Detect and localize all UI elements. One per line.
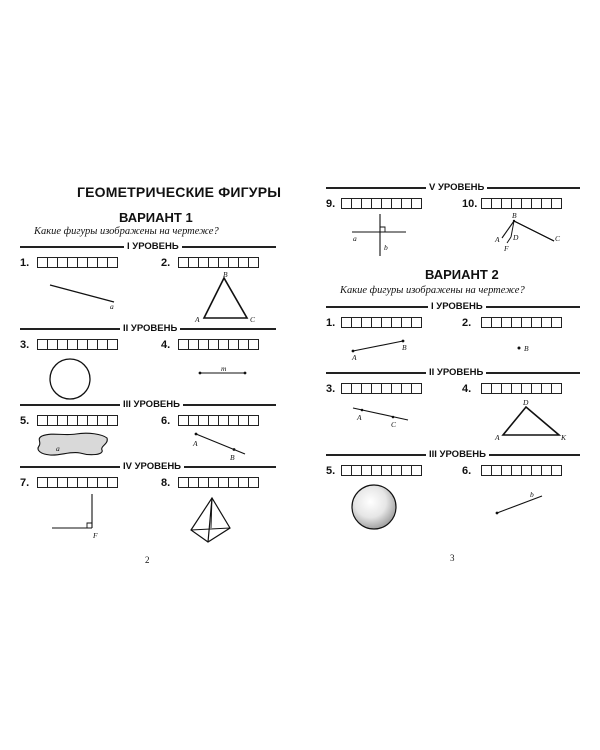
variant-heading: ВАРИАНТ 2 bbox=[425, 267, 499, 282]
answer-cells[interactable] bbox=[37, 257, 117, 268]
label-B: B bbox=[524, 344, 529, 353]
level-header: I УРОВЕНЬ bbox=[326, 302, 580, 312]
answer-cells[interactable] bbox=[178, 415, 258, 426]
answer-cell[interactable] bbox=[248, 415, 259, 426]
task-number: 1. bbox=[326, 317, 336, 329]
task-number: 1. bbox=[20, 257, 30, 269]
label-b: b bbox=[384, 243, 388, 252]
answer-cells[interactable] bbox=[341, 465, 421, 476]
label-C: C bbox=[391, 420, 397, 429]
answer-cell[interactable] bbox=[107, 339, 118, 350]
level-header: III УРОВЕНЬ bbox=[326, 450, 580, 460]
figure-line bbox=[348, 402, 418, 437]
answer-cells[interactable] bbox=[341, 317, 421, 328]
answer-cell[interactable] bbox=[107, 257, 118, 268]
answer-cell[interactable] bbox=[411, 198, 422, 209]
answer-cell[interactable] bbox=[107, 477, 118, 488]
figure-pyramid bbox=[185, 492, 245, 552]
answer-cell[interactable] bbox=[551, 465, 562, 476]
figure-angle bbox=[48, 492, 108, 542]
level-header: I УРОВЕНЬ bbox=[20, 242, 276, 252]
task-number: 4. bbox=[161, 339, 171, 351]
figure-triangle bbox=[190, 272, 280, 322]
label-A: A bbox=[193, 439, 198, 448]
answer-cell[interactable] bbox=[248, 339, 259, 350]
label-m: m bbox=[221, 364, 227, 373]
level-header: II УРОВЕНЬ bbox=[326, 368, 580, 378]
question-text: Какие фигуры изображены на чертеже? bbox=[34, 226, 219, 237]
label-a: a bbox=[353, 234, 357, 243]
label-a: a bbox=[56, 444, 60, 453]
level-header: III УРОВЕНЬ bbox=[20, 400, 276, 410]
level-header: II УРОВЕНЬ bbox=[20, 324, 276, 334]
answer-cell[interactable] bbox=[107, 415, 118, 426]
answer-cell[interactable] bbox=[551, 383, 562, 394]
answer-cell[interactable] bbox=[248, 257, 259, 268]
label-A: A bbox=[195, 315, 200, 324]
label-F: F bbox=[504, 244, 509, 253]
level-header: IV УРОВЕНЬ bbox=[20, 462, 276, 472]
question-text: Какие фигуры изображены на чертеже? bbox=[340, 285, 525, 296]
figure-line bbox=[48, 282, 148, 312]
task-number: 4. bbox=[462, 383, 472, 395]
answer-cells[interactable] bbox=[481, 317, 561, 328]
answer-cells[interactable] bbox=[341, 198, 421, 209]
figure-segment bbox=[348, 335, 418, 365]
answer-cells[interactable] bbox=[481, 383, 561, 394]
answer-cells[interactable] bbox=[481, 465, 561, 476]
figure-perpendicular bbox=[350, 212, 410, 262]
label-B: B bbox=[402, 343, 407, 352]
answer-cell[interactable] bbox=[551, 317, 562, 328]
label-F: F bbox=[93, 531, 98, 540]
task-number: 3. bbox=[20, 339, 30, 351]
task-number: 2. bbox=[462, 317, 472, 329]
label-B: B bbox=[512, 211, 517, 220]
task-number: 9. bbox=[326, 198, 336, 210]
answer-cell[interactable] bbox=[248, 477, 259, 488]
label-K: K bbox=[561, 433, 567, 442]
figure-segment bbox=[198, 363, 258, 383]
task-number: 3. bbox=[326, 383, 336, 395]
task-number: 2. bbox=[161, 257, 171, 269]
label-B: B bbox=[223, 270, 228, 279]
answer-cells[interactable] bbox=[37, 339, 117, 350]
page-number: 3 bbox=[450, 553, 455, 563]
task-number: 8. bbox=[161, 477, 171, 489]
task-number: 10. bbox=[462, 198, 478, 210]
answer-cells[interactable] bbox=[178, 257, 258, 268]
label-a: a bbox=[110, 302, 114, 311]
figure-angles bbox=[490, 210, 570, 260]
task-number: 6. bbox=[161, 415, 171, 427]
task-number: 5. bbox=[326, 465, 336, 477]
figure-point bbox=[515, 340, 545, 360]
answer-cell[interactable] bbox=[411, 465, 422, 476]
task-number: 6. bbox=[462, 465, 472, 477]
answer-cells[interactable] bbox=[341, 383, 421, 394]
label-A: A bbox=[495, 235, 500, 244]
answer-cells[interactable] bbox=[178, 477, 258, 488]
task-number: 7. bbox=[20, 477, 30, 489]
label-B: B bbox=[230, 453, 235, 462]
figure-region bbox=[34, 430, 114, 460]
figure-triangle bbox=[493, 398, 583, 443]
level-header: V УРОВЕНЬ bbox=[326, 183, 580, 193]
label-D: D bbox=[513, 233, 519, 242]
label-A: A bbox=[357, 413, 362, 422]
answer-cell[interactable] bbox=[411, 317, 422, 328]
figure-ray bbox=[492, 492, 552, 522]
task-number: 5. bbox=[20, 415, 30, 427]
label-D: D bbox=[523, 398, 529, 407]
answer-cells[interactable] bbox=[37, 415, 117, 426]
page-number: 2 bbox=[145, 555, 150, 565]
answer-cells[interactable] bbox=[178, 339, 258, 350]
label-C: C bbox=[555, 234, 561, 243]
label-C: C bbox=[250, 315, 256, 324]
answer-cell[interactable] bbox=[551, 198, 562, 209]
label-A: A bbox=[495, 433, 500, 442]
answer-cells[interactable] bbox=[481, 198, 561, 209]
answer-cells[interactable] bbox=[37, 477, 117, 488]
page-title: ГЕОМЕТРИЧЕСКИЕ ФИГУРЫ bbox=[77, 184, 282, 200]
label-b: b bbox=[530, 490, 534, 499]
variant-heading: ВАРИАНТ 1 bbox=[119, 210, 193, 225]
label-A: A bbox=[352, 353, 357, 362]
answer-cell[interactable] bbox=[411, 383, 422, 394]
figure-sphere bbox=[350, 483, 410, 543]
